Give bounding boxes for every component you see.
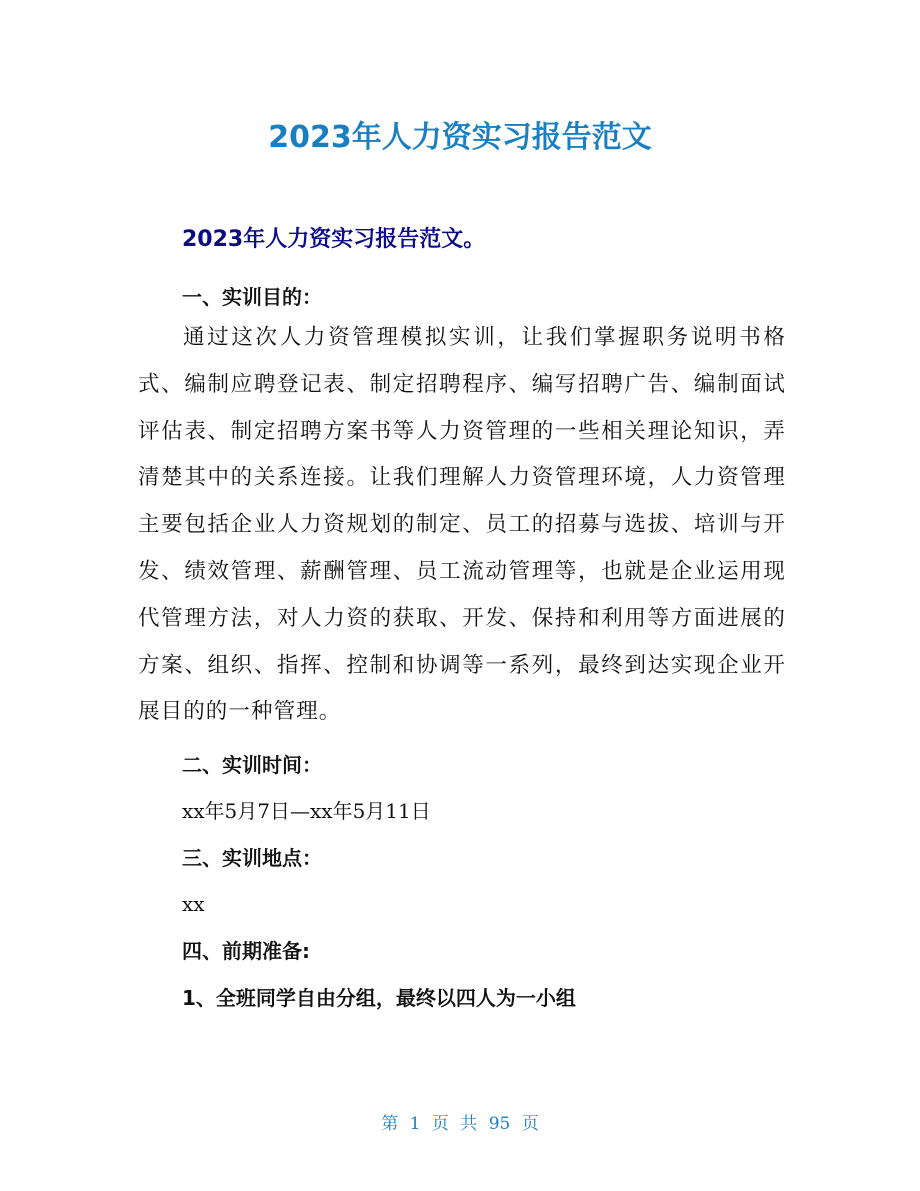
section-heading-purpose: 一、实训目的： xyxy=(182,285,322,309)
page-footer: 第 1 页 共 95 页 xyxy=(381,1114,539,1134)
document-heading: 2023年人力资实习报告范文。 xyxy=(182,227,486,252)
section-heading-time: 二、实训时间： xyxy=(182,753,322,777)
section-heading-location: 三、实训地点： xyxy=(182,846,322,870)
section-body-purpose: 通过这次人力资管理模拟实训，让我们掌握职务说明书格式、编制应聘登记表、制定招聘程序、编写招聘广告、编制面试评估表、制定招聘方案书等人力资管理的一些相关理论知识，弄清楚其中的关系连接。让我们理解人力资管理环境，人力资管理主要包括企业人力资规划的制定、员工的招募与选拔、培训与开发、绩效管理、薪酬管理、员工流动管理等，也就是企业运用现代管理方法，对人力资的获取、开发、保持和利用等方面进展的方案、组织、指挥、控制和协调等一系列，最终到达实现企业开展目的的一种管理。 xyxy=(138,325,786,725)
section-body-preparation: 1、全班同学自由分组，最终以四人为一小组 xyxy=(182,986,576,1010)
section-body-location: xx xyxy=(182,892,205,916)
section-heading-preparation: 四、前期准备: xyxy=(182,939,310,963)
section-body-time: xx年5月7日—xx年5月11日 xyxy=(182,799,431,823)
page-title: 2023年人力资实习报告范文 xyxy=(268,120,652,155)
